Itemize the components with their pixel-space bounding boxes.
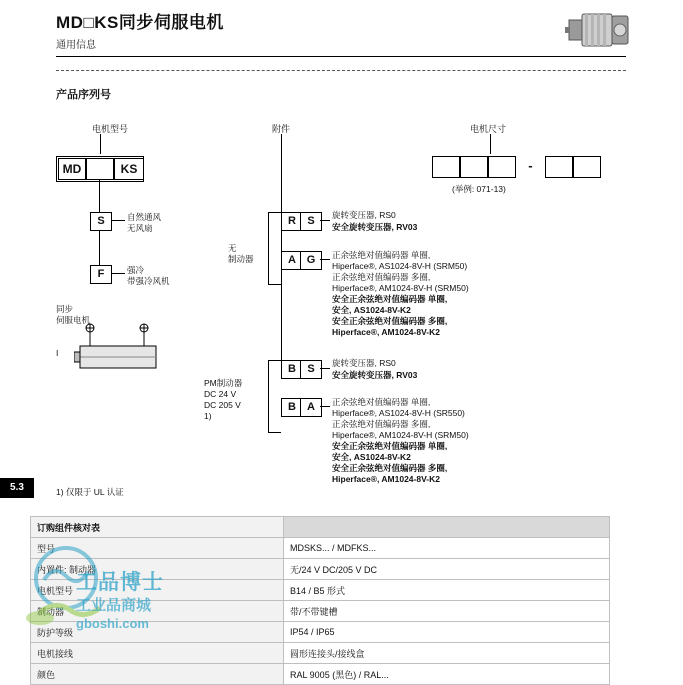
tick-dimension xyxy=(490,134,491,154)
accessory-row4-text-6: 安全正余弦绝对值编码器 多圈, xyxy=(332,463,448,473)
dashed-rule xyxy=(56,70,626,71)
dim-box-4 xyxy=(545,156,573,178)
accessory-backbone-top xyxy=(281,154,282,258)
table-header-row xyxy=(31,517,610,538)
schematic-tick-label: I xyxy=(56,348,59,358)
pm-brake-label-line4: 1) xyxy=(204,411,212,421)
f-label-line1: 强冷 xyxy=(127,265,145,275)
accessory-row2-text-3: Hiperface®, AM1024-8V-H (SRM50) xyxy=(332,283,469,293)
motor-label-line2: 伺服电机 xyxy=(56,315,91,325)
motor-schematic-drawing xyxy=(74,320,184,382)
accessory-code-box-a2: A xyxy=(300,398,322,417)
no-brake-label-line2: 制动器 xyxy=(228,254,254,264)
accessory-row4-text-0: 正余弦绝对值编码器 单圈, xyxy=(332,397,431,407)
dim-box-1 xyxy=(432,156,460,178)
dimension-code-group xyxy=(432,156,601,178)
tick-type xyxy=(100,134,101,154)
accessory-row1-line xyxy=(320,220,330,221)
accessory-row3-text-1: 安全旋转变压器, RV03 xyxy=(332,370,418,380)
table-cell-value: MDSKS... / MDFKS... xyxy=(284,538,610,559)
watermark-text-line2: 工业品商城 xyxy=(76,597,152,614)
dim-dash: - xyxy=(528,158,533,173)
accessory-code-box-r: R xyxy=(281,212,303,231)
accessory-code-box-a: A xyxy=(281,251,303,270)
accessory-row1-text-1: 安全旋转变压器, RV03 xyxy=(332,222,418,232)
table-cell-label: 防护等级 xyxy=(31,622,284,643)
accessory-row2-text-4: 安全正余弦绝对值编码器 单圈, xyxy=(332,294,448,304)
motor-label-line1: 同步 xyxy=(56,304,74,314)
table-cell-value: 带/不带键槽 xyxy=(284,601,610,622)
dim-box-3 xyxy=(488,156,516,178)
watermark-text-line1: 工品博士 xyxy=(76,571,164,594)
section-tab: 5.3 xyxy=(0,478,34,498)
no-brake-bracket xyxy=(268,212,269,284)
accessory-code-box-s2: S xyxy=(300,360,322,379)
table-row xyxy=(31,538,610,559)
no-brake-bracket-bottom xyxy=(268,284,281,285)
column-caption-accessory: 附件 xyxy=(272,124,291,134)
dim-box-5 xyxy=(573,156,601,178)
code-box-s: S xyxy=(90,212,112,231)
accessory-row2-text-2: 正余弦绝对值编码器 多圈, xyxy=(332,272,431,282)
table-cell-label: 型号 xyxy=(31,538,284,559)
table-header-cell-0: 订购组件核对表 xyxy=(31,517,284,538)
servo-motor-photo-icon xyxy=(565,8,635,54)
accessory-row4-text-3: Hiperface®, AM1024-8V-H (SRM50) xyxy=(332,430,469,440)
tick-accessory xyxy=(281,134,282,154)
code-box-ks: KS xyxy=(114,158,144,180)
accessory-row4-text-1: Hiperface®, AS1024-8V-H (SR550) xyxy=(332,408,465,418)
s-branch-line xyxy=(111,220,125,221)
watermark-text-line3: gboshi.com xyxy=(76,616,149,631)
table-cell-value: IP54 / IP65 xyxy=(284,622,610,643)
accessory-row2-text-6: 安全正余弦绝对值编码器 多圈, xyxy=(332,316,448,326)
pm-brake-label-line1: PM制动器 xyxy=(204,378,243,388)
table-cell-label: 制动器 xyxy=(31,601,284,622)
f-branch-line xyxy=(111,273,125,274)
accessory-row2-text-1: Hiperface®, AS1024-8V-H (SRM50) xyxy=(332,261,468,271)
accessory-row3-line xyxy=(320,368,330,369)
no-brake-bracket-top xyxy=(268,212,281,213)
accessory-code-box-s1: S xyxy=(300,212,322,231)
accessory-row2-line xyxy=(320,259,330,260)
s-label-line1: 自然通风 xyxy=(127,212,162,222)
accessory-row4-text-2: 正余弦绝对值编码器 多圈, xyxy=(332,419,431,429)
page-title: MD□KS同步伺服电机 xyxy=(56,13,224,32)
footnote: 1) 仅限于 UL 认证 xyxy=(56,487,124,497)
type-code-frame xyxy=(56,156,144,182)
table-header-cell-1 xyxy=(284,517,610,538)
table-row xyxy=(31,643,610,664)
table-cell-value: 无/24 V DC/205 V DC xyxy=(284,559,610,580)
accessory-row2-text-0: 正余弦绝对值编码器 单圈, xyxy=(332,250,431,260)
table-cell-value: RAL 9005 (黑色) / RAL... xyxy=(284,664,610,685)
pm-brake-bracket-top xyxy=(268,360,281,361)
pm-brake-bracket-bottom xyxy=(268,432,281,433)
header-rule xyxy=(56,56,626,57)
table-cell-label: 颜色 xyxy=(31,664,284,685)
code-box-f: F xyxy=(90,265,112,284)
code-box-md: MD xyxy=(58,158,86,180)
table-row xyxy=(31,664,610,685)
table-cell-value: 圆形连接头/接线盒 xyxy=(284,643,610,664)
column-caption-type-code: 电机型号 xyxy=(92,124,129,134)
section-title: 产品序列号 xyxy=(56,89,111,101)
accessory-row1-text-0: 旋转变压器, RS0 xyxy=(332,210,396,220)
accessory-code-box-g: G xyxy=(300,251,322,270)
column-caption-dimension: 电机尺寸 xyxy=(470,124,507,134)
pm-brake-label-line3: DC 205 V xyxy=(204,400,241,410)
no-brake-label-line1: 无 xyxy=(228,243,237,253)
pm-brake-bracket xyxy=(268,360,269,432)
dim-box-2 xyxy=(460,156,488,178)
accessory-row3-text-0: 旋转变压器, RS0 xyxy=(332,358,396,368)
accessory-code-box-b1: B xyxy=(281,360,303,379)
accessory-row4-text-7: Hiperface®, AM1024-8V-K2 xyxy=(332,474,440,484)
accessory-row2-text-7: Hiperface®, AM1024-8V-K2 xyxy=(332,327,440,337)
dimension-example: (举例: 071-13) xyxy=(452,184,506,194)
table-cell-label: 电机接线 xyxy=(31,643,284,664)
accessory-row4-text-5: 安全, AS1024-8V-K2 xyxy=(332,452,411,462)
accessory-row4-line xyxy=(320,406,330,407)
pm-brake-label-line2: DC 24 V xyxy=(204,389,237,399)
accessory-row4-text-4: 安全正余弦绝对值编码器 单圈, xyxy=(332,441,448,451)
table-cell-label: 电机型号 xyxy=(31,580,284,601)
accessory-backbone-mid xyxy=(281,258,282,368)
page-subtitle: 通用信息 xyxy=(56,40,96,51)
table-cell-label: 内置件: 制动器 xyxy=(31,559,284,580)
table-cell-value: B14 / B5 形式 xyxy=(284,580,610,601)
f-label-line2: 带强冷风机 xyxy=(127,276,170,286)
accessory-code-box-b2: B xyxy=(281,398,303,417)
accessory-row2-text-5: 安全, AS1024-8V-K2 xyxy=(332,305,411,315)
s-label-line2: 无风扇 xyxy=(127,223,153,233)
